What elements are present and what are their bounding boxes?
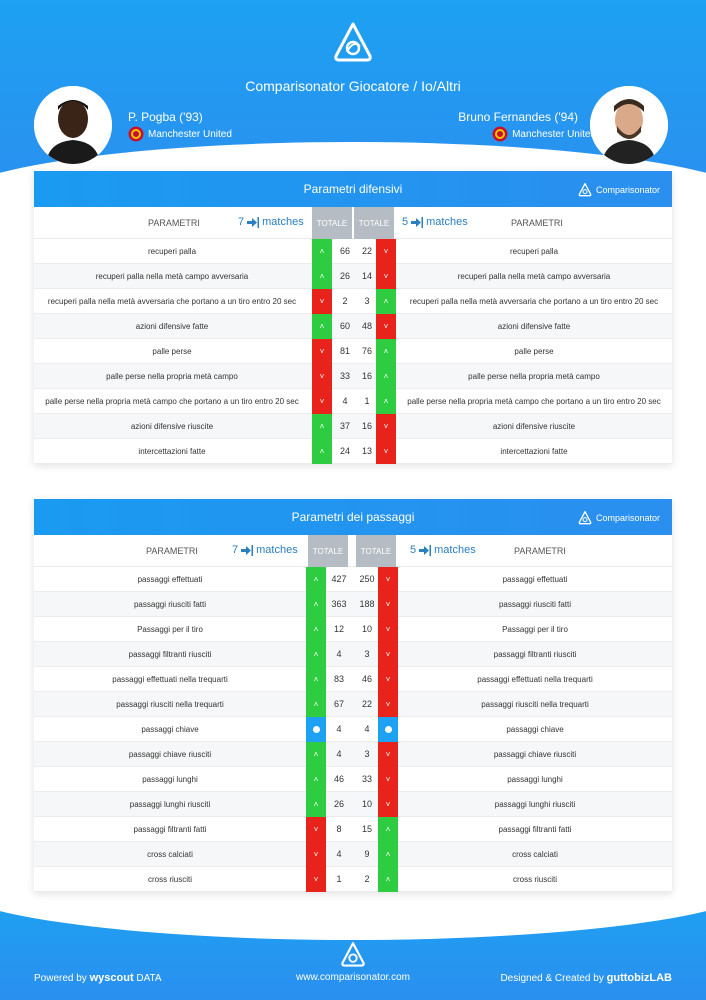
right-total-value: 3 — [364, 296, 370, 306]
right-param-label: azioni difensive fatte — [497, 322, 571, 331]
comparisonator-logo-icon — [340, 942, 366, 968]
left-player-team-label: Manchester United — [148, 128, 232, 140]
left-param-label: passaggi riusciti nella trequarti — [116, 700, 224, 709]
left-indicator-up-icon: ˄ — [306, 667, 326, 692]
right-param-label: passaggi chiave — [506, 725, 564, 734]
left-total-value: 67 — [333, 699, 344, 709]
left-indicator-up-icon: ˄ — [306, 592, 326, 617]
left-param-label: passaggi lunghi riusciti — [129, 800, 211, 809]
left-param-label: recuperi palla nella metà avversaria che portano a un tiro entro 20 sec — [47, 297, 297, 306]
right-param-label: palle perse nella propria metà campo — [468, 372, 600, 381]
right-param-label: cross riusciti — [512, 875, 557, 884]
left-player-team — [128, 126, 232, 142]
table-row — [34, 667, 672, 692]
right-indicator-down-icon: ˅ — [376, 439, 396, 464]
panel-brand — [578, 183, 660, 197]
right-total-value: 48 — [361, 321, 372, 331]
left-total-value: 2 — [342, 296, 348, 306]
right-total-value: 16 — [361, 421, 372, 431]
left-total-value: 363 — [331, 599, 347, 609]
left-param-label: azioni difensive fatte — [135, 322, 209, 331]
table-row — [34, 767, 672, 792]
right-indicator-down-icon: ˅ — [376, 414, 396, 439]
left-matches-label: matches — [262, 216, 304, 228]
right-indicator-down-icon: ˅ — [378, 642, 398, 667]
left-indicator-up-icon: ˄ — [312, 314, 332, 339]
defensive-panel-header — [34, 171, 672, 207]
comparisonator-logo-icon — [578, 511, 592, 525]
left-param-label: passaggi filtranti riusciti — [128, 650, 212, 659]
left-matches — [232, 544, 298, 556]
passing-panel-header — [34, 499, 672, 535]
params-header-left: PARAMETRI — [148, 218, 200, 228]
right-indicator-up-icon: ˄ — [378, 842, 398, 867]
left-total-value: 1 — [336, 874, 342, 884]
left-param-label: palle perse nella propria metà campo — [106, 372, 238, 381]
left-total-value: 427 — [331, 574, 347, 584]
right-total-value: 13 — [361, 446, 372, 456]
left-indicator-up-icon: ˄ — [306, 642, 326, 667]
params-header-right: PARAMETRI — [514, 546, 566, 556]
right-total-value: 2 — [364, 874, 370, 884]
right-param-label: recuperi palla nella metà avversaria che portano a un tiro entro 20 sec — [409, 297, 659, 306]
right-matches-label: matches — [426, 216, 468, 228]
left-total-value: 8 — [336, 824, 342, 834]
left-total-value: 12 — [333, 624, 344, 634]
powered-by-suffix: DATA — [136, 973, 162, 984]
left-indicator-up-icon: ˄ — [306, 792, 326, 817]
left-indicator-up-icon: ˄ — [306, 567, 326, 592]
comparisonator-logo-icon — [333, 22, 373, 64]
right-indicator-down-icon: ˅ — [378, 792, 398, 817]
params-header-right: PARAMETRI — [511, 218, 563, 228]
right-total-header: TOTALE — [356, 535, 396, 567]
right-indicator-up-icon: ˄ — [376, 389, 396, 414]
left-indicator-eq-icon — [306, 717, 326, 742]
left-param-label: passaggi effettuati — [137, 575, 203, 584]
site-url-label[interactable]: www.comparisonator.com — [296, 972, 410, 983]
left-total-value: 83 — [333, 674, 344, 684]
table-row — [34, 339, 672, 364]
left-matches-label: matches — [256, 544, 298, 556]
left-total-value: 4 — [336, 749, 342, 759]
right-total-value: 46 — [361, 674, 372, 684]
comparisonator-logo-icon — [578, 183, 592, 197]
panel-brand-label: Comparisonator — [595, 513, 660, 523]
left-total-value: 66 — [339, 246, 350, 256]
header — [0, 0, 706, 200]
table-row — [34, 867, 672, 892]
right-indicator-down-icon: ˅ — [378, 692, 398, 717]
left-total-value: 46 — [333, 774, 344, 784]
right-total-value: 3 — [364, 749, 370, 759]
left-indicator-up-icon: ˄ — [312, 264, 332, 289]
panel-brand-label: Comparisonator — [595, 185, 660, 195]
left-matches-count: 7 — [232, 544, 239, 556]
left-matches — [238, 216, 304, 228]
passing-rows — [34, 567, 672, 892]
right-matches-count: 5 — [410, 544, 417, 556]
right-indicator-down-icon: ˅ — [376, 239, 396, 264]
left-indicator-up-icon: ˄ — [306, 692, 326, 717]
left-param-label: recuperi palla — [147, 247, 197, 256]
left-indicator-up-icon: ˄ — [312, 439, 332, 464]
right-total-value: 9 — [364, 849, 370, 859]
left-total-value: 60 — [339, 321, 350, 331]
defensive-panel-title: Parametri difensivi — [303, 182, 403, 196]
designed-by-prefix: Designed & Created by — [500, 973, 604, 984]
left-total-header: TOTALE — [312, 207, 352, 239]
manchester-united-crest-icon — [128, 126, 144, 142]
right-param-label: passaggi lunghi riusciti — [494, 800, 576, 809]
right-param-label: passaggi filtranti riusciti — [493, 650, 577, 659]
right-player-team — [492, 126, 596, 142]
right-indicator-down-icon: ˅ — [378, 567, 398, 592]
powered-by-brand: wyscout — [89, 972, 134, 984]
table-row — [34, 364, 672, 389]
left-param-label: passaggi chiave riusciti — [128, 750, 212, 759]
right-indicator-down-icon: ˅ — [378, 742, 398, 767]
left-indicator-up-icon: ˄ — [312, 239, 332, 264]
right-indicator-up-icon: ˄ — [376, 339, 396, 364]
left-param-label: palle perse nella propria metà campo che portano a un tiro entro 20 sec — [45, 397, 299, 406]
arrow-in-icon — [419, 545, 431, 556]
footer — [0, 900, 706, 1000]
right-total-value: 16 — [361, 371, 372, 381]
table-row — [34, 439, 672, 464]
panel-brand — [578, 511, 660, 525]
right-param-label: passaggi lunghi — [507, 775, 563, 784]
left-param-label: passaggi chiave — [141, 725, 199, 734]
right-indicator-eq-icon — [378, 717, 398, 742]
left-total-value: 33 — [339, 371, 350, 381]
right-player-team-label: Manchester United — [512, 128, 596, 140]
table-row — [34, 289, 672, 314]
right-param-label: recuperi palla nella metà campo avversaria — [457, 272, 611, 281]
table-row — [34, 567, 672, 592]
right-param-label: passaggi riusciti nella trequarti — [481, 700, 589, 709]
left-total-header: TOTALE — [308, 535, 348, 567]
right-total-value: 3 — [364, 649, 370, 659]
left-total-value: 24 — [339, 446, 350, 456]
left-matches-count: 7 — [238, 216, 245, 228]
right-indicator-up-icon: ˄ — [376, 364, 396, 389]
left-indicator-up-icon: ˄ — [306, 617, 326, 642]
table-row — [34, 592, 672, 617]
left-indicator-down-icon: ˅ — [312, 339, 332, 364]
right-param-label: palle perse — [514, 347, 554, 356]
table-row — [34, 617, 672, 642]
right-param-label: cross calciati — [512, 850, 558, 859]
right-total-value: 1 — [364, 396, 370, 406]
passing-panel-title: Parametri dei passaggi — [291, 510, 415, 524]
left-total-value: 4 — [336, 849, 342, 859]
right-indicator-down-icon: ˅ — [378, 767, 398, 792]
right-total-value: 4 — [364, 724, 370, 734]
table-row — [34, 264, 672, 289]
left-indicator-down-icon: ˅ — [312, 389, 332, 414]
left-indicator-up-icon: ˄ — [306, 742, 326, 767]
right-param-label: palle perse nella propria metà campo che portano a un tiro entro 20 sec — [407, 397, 661, 406]
right-total-value: 22 — [361, 246, 372, 256]
right-param-label: Passaggi per il tiro — [502, 625, 568, 634]
powered-by-prefix: Powered by — [34, 973, 87, 984]
right-indicator-down-icon: ˅ — [376, 264, 396, 289]
right-param-label: passaggi chiave riusciti — [493, 750, 577, 759]
left-indicator-up-icon: ˄ — [312, 414, 332, 439]
right-total-value: 10 — [361, 624, 372, 634]
left-param-label: recuperi palla nella metà campo avversaria — [95, 272, 249, 281]
arrow-in-icon — [411, 217, 423, 228]
right-indicator-up-icon: ˄ — [378, 817, 398, 842]
right-matches — [402, 216, 468, 228]
right-player-name: Bruno Fernandes ('94) — [458, 110, 578, 124]
left-indicator-down-icon: ˅ — [312, 364, 332, 389]
right-matches — [410, 544, 476, 556]
right-param-label: azioni difensive riuscite — [492, 422, 576, 431]
right-indicator-up-icon: ˄ — [376, 289, 396, 314]
right-param-label: passaggi riusciti fatti — [498, 600, 572, 609]
table-row — [34, 817, 672, 842]
defensive-panel — [34, 171, 672, 464]
right-param-label: recuperi palla — [509, 247, 559, 256]
passing-panel — [34, 499, 672, 892]
right-total-value: 33 — [361, 774, 372, 784]
right-total-value: 188 — [359, 599, 375, 609]
right-matches-count: 5 — [402, 216, 409, 228]
left-indicator-down-icon: ˅ — [306, 817, 326, 842]
manchester-united-crest-icon — [492, 126, 508, 142]
arrow-in-icon — [241, 545, 253, 556]
page-title: Comparisonator Giocatore / Io/Altri — [245, 78, 461, 94]
defensive-rows — [34, 239, 672, 464]
table-row — [34, 239, 672, 264]
left-total-value: 4 — [336, 649, 342, 659]
left-player-name: P. Pogba ('93) — [128, 110, 203, 124]
table-row — [34, 692, 672, 717]
params-header-left: PARAMETRI — [146, 546, 198, 556]
left-param-label: cross riusciti — [147, 875, 192, 884]
left-param-label: intercettazioni fatte — [138, 447, 206, 456]
left-indicator-down-icon: ˅ — [312, 289, 332, 314]
right-indicator-down-icon: ˅ — [378, 667, 398, 692]
left-param-label: passaggi effettuati nella trequarti — [112, 675, 228, 684]
right-total-value: 15 — [361, 824, 372, 834]
table-row — [34, 389, 672, 414]
right-param-label: passaggi filtranti fatti — [498, 825, 572, 834]
left-param-label: passaggi lunghi — [142, 775, 198, 784]
left-total-value: 4 — [336, 724, 342, 734]
right-indicator-down-icon: ˅ — [378, 592, 398, 617]
arrow-in-icon — [247, 217, 259, 228]
right-indicator-up-icon: ˄ — [378, 867, 398, 892]
right-param-label: passaggi effettuati nella trequarti — [477, 675, 593, 684]
left-total-value: 37 — [339, 421, 350, 431]
table-row — [34, 842, 672, 867]
left-total-value: 4 — [342, 396, 348, 406]
left-indicator-up-icon: ˄ — [306, 767, 326, 792]
right-matches-label: matches — [434, 544, 476, 556]
right-param-label: intercettazioni fatte — [500, 447, 568, 456]
table-row — [34, 314, 672, 339]
passing-column-header — [34, 535, 672, 567]
table-row — [34, 717, 672, 742]
left-param-label: palle perse — [152, 347, 192, 356]
right-total-value: 10 — [361, 799, 372, 809]
right-total-value: 22 — [361, 699, 372, 709]
left-param-label: passaggi riusciti fatti — [133, 600, 207, 609]
left-param-label: azioni difensive riuscite — [130, 422, 214, 431]
defensive-column-header — [34, 207, 672, 239]
table-row — [34, 642, 672, 667]
table-row — [34, 414, 672, 439]
table-row — [34, 742, 672, 767]
right-total-header: TOTALE — [354, 207, 394, 239]
right-total-value: 250 — [359, 574, 375, 584]
right-total-value: 14 — [361, 271, 372, 281]
right-param-label: passaggi effettuati — [502, 575, 568, 584]
designed-by-brand: guttobizLAB — [606, 972, 672, 984]
left-param-label: passaggi filtranti fatti — [133, 825, 207, 834]
left-total-value: 26 — [333, 799, 344, 809]
right-player-avatar — [590, 86, 668, 164]
table-row — [34, 792, 672, 817]
right-indicator-down-icon: ˅ — [376, 314, 396, 339]
left-total-value: 81 — [339, 346, 350, 356]
designed-by — [500, 972, 672, 984]
right-indicator-down-icon: ˅ — [378, 617, 398, 642]
left-indicator-down-icon: ˅ — [306, 867, 326, 892]
left-param-label: cross calciati — [147, 850, 193, 859]
right-total-value: 76 — [361, 346, 372, 356]
left-param-label: Passaggi per il tiro — [137, 625, 203, 634]
left-player-avatar — [34, 86, 112, 164]
left-total-value: 26 — [339, 271, 350, 281]
left-indicator-down-icon: ˅ — [306, 842, 326, 867]
